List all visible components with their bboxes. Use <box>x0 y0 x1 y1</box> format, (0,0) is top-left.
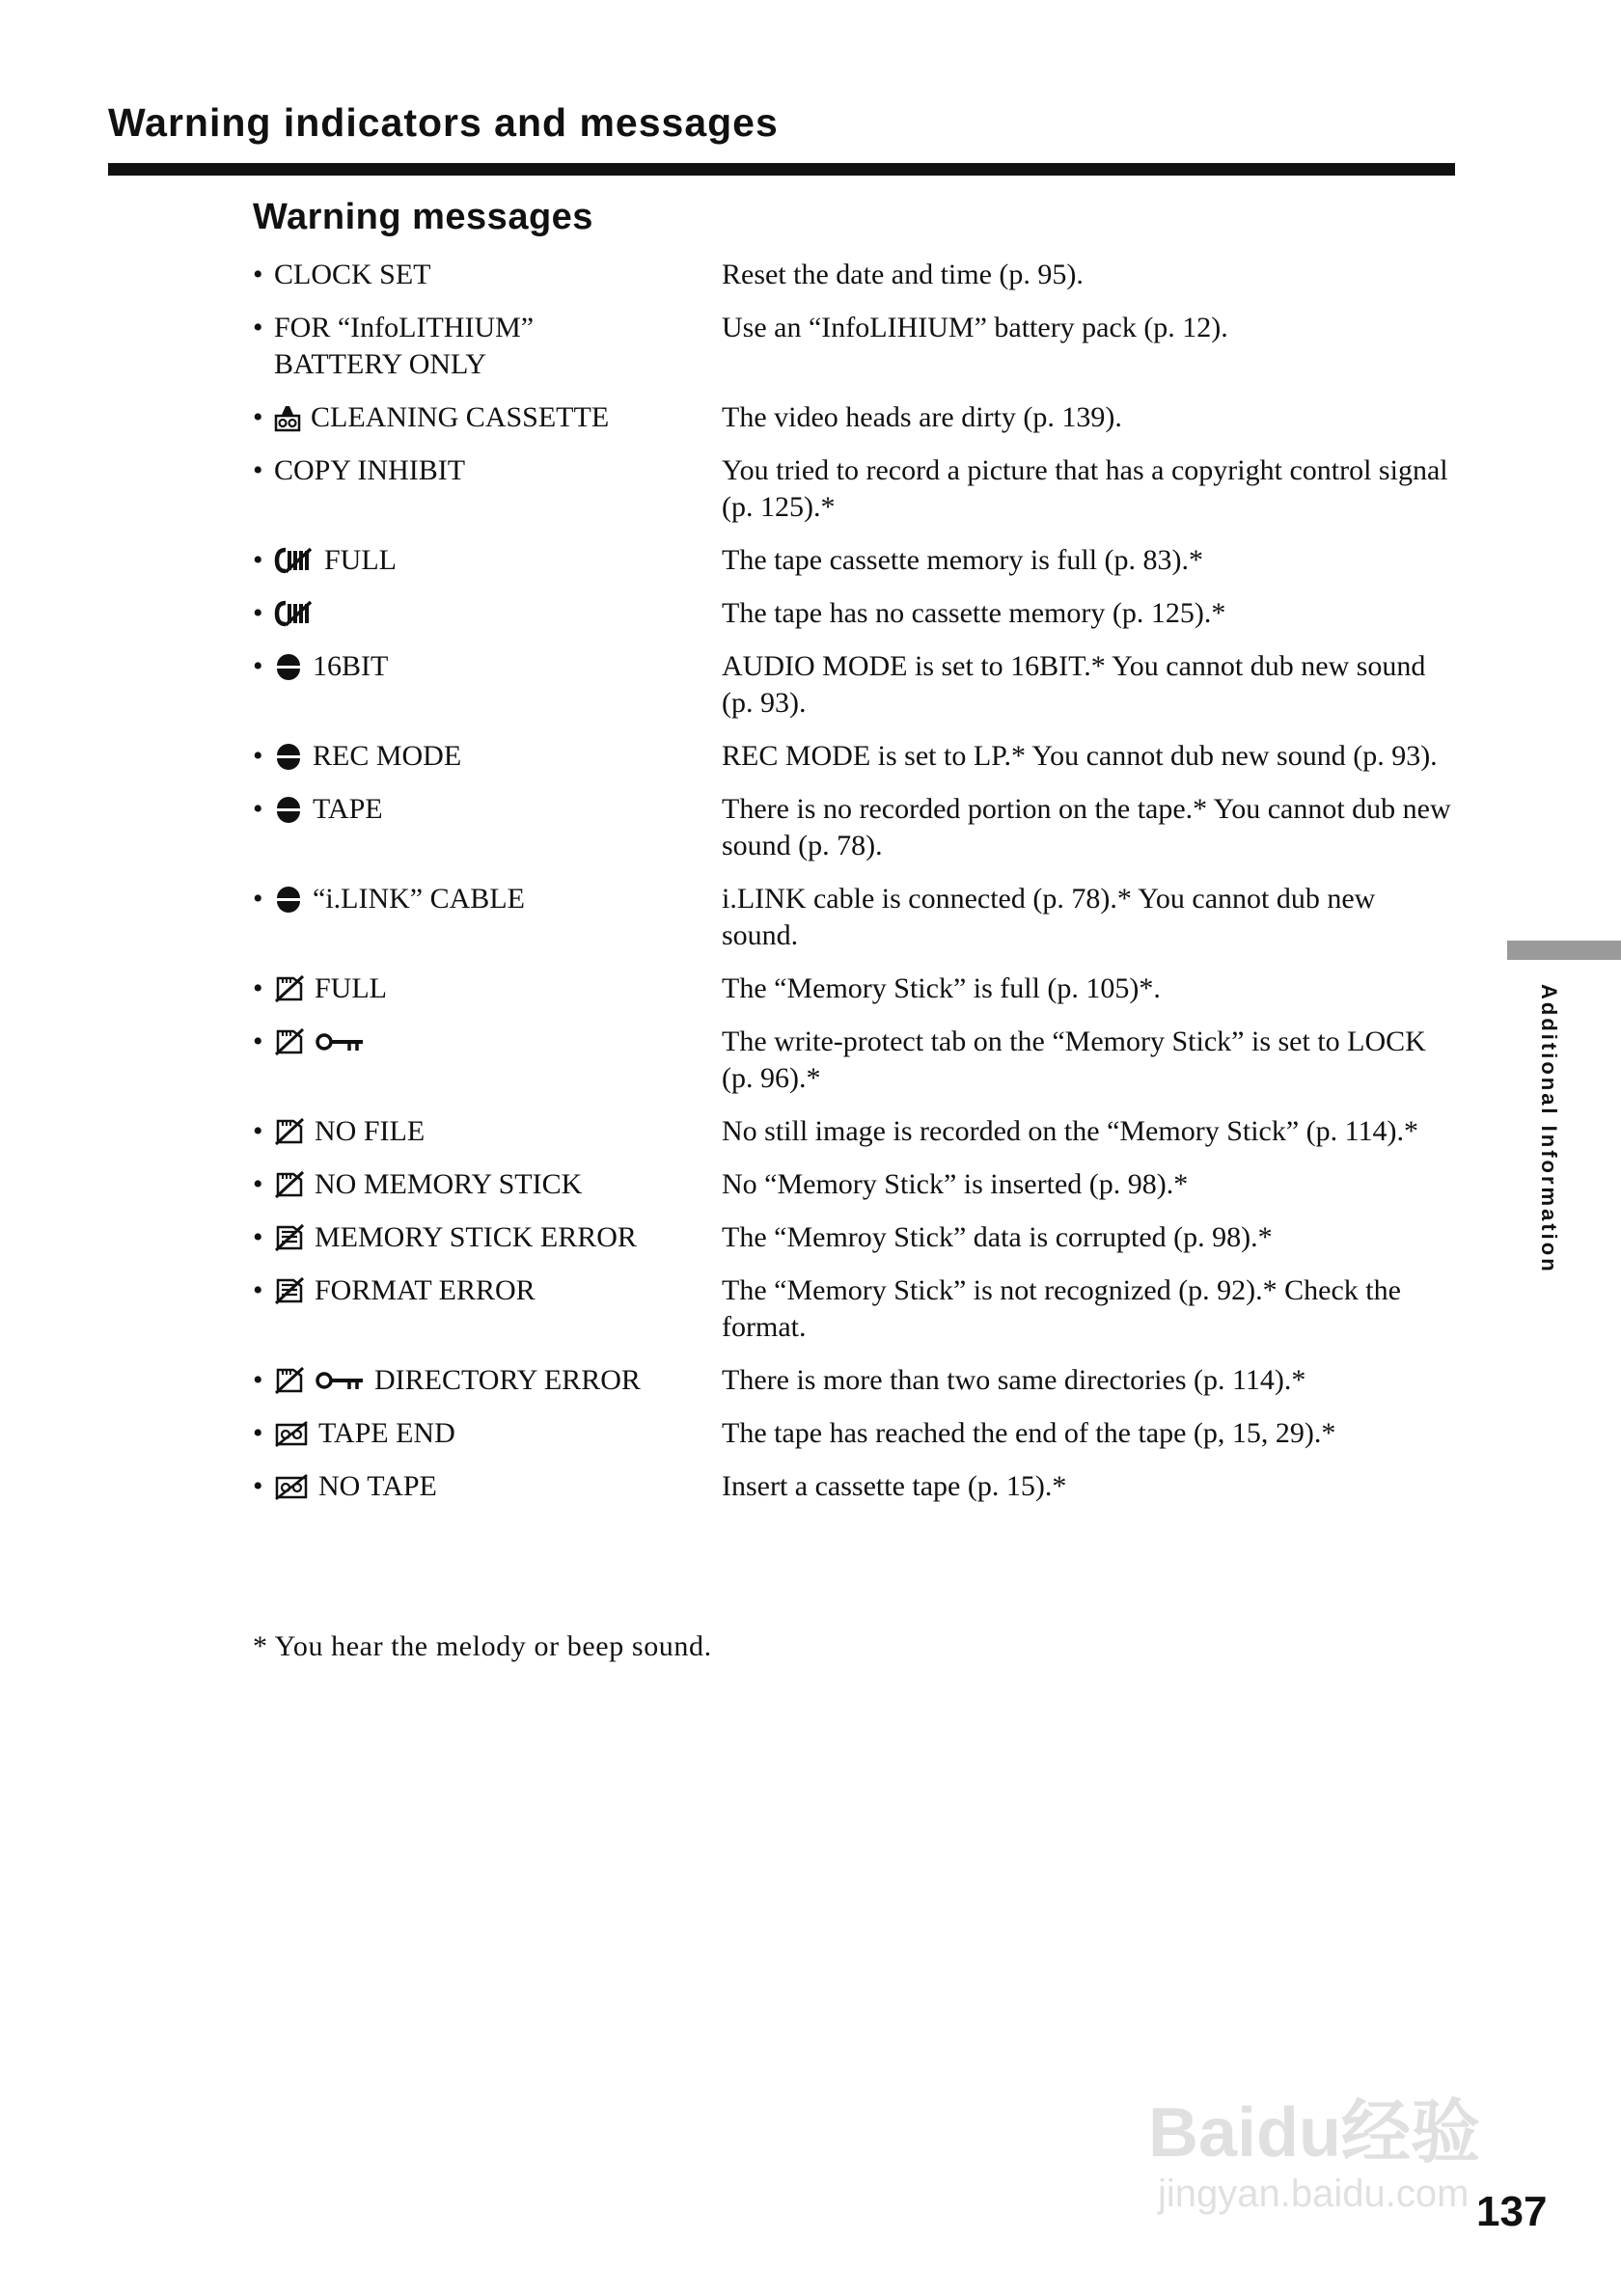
warning-message: The write-protect tab on the “Memory Stick” is set to LOCK (p. 96).* <box>722 1025 1426 1094</box>
warning-row <box>253 791 1459 864</box>
warning-row <box>253 648 1459 722</box>
warning-indicator <box>274 1415 722 1452</box>
watermark-text: Baidu经验 <box>1148 2094 1481 2172</box>
warning-message: REC MODE is set to LP.* You cannot dub new sound (p. 93). <box>722 740 1438 772</box>
warning-indicator-label: NO MEMORY STICK <box>315 1168 583 1200</box>
warning-row <box>253 881 1459 954</box>
cleaning-cassette-icon <box>274 399 301 436</box>
warning-indicator <box>274 648 722 685</box>
bullet: • <box>253 793 263 825</box>
warning-message: You tried to record a picture that has a copyright control signal (p. 125).* <box>722 454 1448 523</box>
warning-row <box>253 542 1459 579</box>
page-title: Warning indicators and messages <box>108 100 779 145</box>
tape-icon <box>274 1415 309 1452</box>
bullet: • <box>253 259 263 290</box>
warning-row <box>253 1362 1459 1399</box>
warning-message: There is no recorded portion on the tape.* You cannot dub new sound (p. 78). <box>722 793 1451 861</box>
warning-row <box>253 1113 1459 1150</box>
audio-dub-icon <box>274 648 303 685</box>
bullet: • <box>253 1025 263 1057</box>
memory-stick-error-icon <box>274 1272 305 1309</box>
warning-indicator-label: NO TAPE <box>318 1470 437 1502</box>
warning-indicator <box>274 1024 722 1060</box>
memory-stick-error-icon <box>274 1219 305 1256</box>
warning-indicator-label: FORMAT ERROR <box>315 1274 536 1306</box>
tape-icon <box>274 1468 309 1505</box>
warning-message: The “Memory Stick” is not recognized (p. 92).* Check the format. <box>722 1274 1401 1343</box>
warning-row <box>253 1272 1459 1346</box>
bullet: • <box>253 1364 263 1396</box>
bullet: • <box>253 740 263 772</box>
bullet: • <box>253 1274 263 1306</box>
watermark <box>1148 2053 1515 2246</box>
warning-message: There is more than two same directories (p. 114).* <box>722 1364 1306 1396</box>
warning-indicator-label: REC MODE <box>313 740 462 772</box>
warning-message: AUDIO MODE is set to 16BIT.* You cannot dub new sound (p. 93). <box>722 650 1426 719</box>
warning-message: Use an “InfoLIHIUM” battery pack (p. 12). <box>722 312 1228 343</box>
warning-indicator <box>274 1468 722 1505</box>
memory-stick-icon <box>274 1362 305 1399</box>
bullet: • <box>253 650 263 682</box>
warning-indicator <box>274 970 722 1007</box>
warning-message: The “Memroy Stick” data is corrupted (p. 98).* <box>722 1221 1273 1253</box>
warning-indicator <box>274 310 722 383</box>
warning-message: The tape has no cassette memory (p. 125).* <box>722 597 1226 629</box>
memory-stick-icon <box>274 1024 305 1060</box>
bullet: • <box>253 312 263 343</box>
warning-indicator-label: MEMORY STICK ERROR <box>315 1221 637 1253</box>
audio-dub-icon <box>274 738 303 775</box>
warning-indicator-label: TAPE END <box>318 1417 455 1449</box>
audio-dub-icon <box>274 881 303 917</box>
warning-indicator <box>274 1113 722 1150</box>
warning-indicator <box>274 791 722 828</box>
side-tab-label: Additional Information <box>1537 984 1561 1274</box>
bullet: • <box>253 1470 263 1502</box>
warning-indicator-label: FULL <box>324 544 397 576</box>
warning-indicator-label: FULL <box>315 972 387 1004</box>
warning-indicator-label: CLOCK SET <box>274 259 431 290</box>
warning-indicator <box>274 257 722 293</box>
bullet: • <box>253 1417 263 1449</box>
warning-row <box>253 738 1459 775</box>
warning-indicator <box>274 1166 722 1203</box>
watermark-url: jingyan.baidu.com <box>1158 2173 1470 2215</box>
warning-row <box>253 970 1459 1007</box>
header-rule <box>108 163 1455 176</box>
warning-indicator <box>274 1272 722 1309</box>
section-title: Warning messages <box>253 197 593 237</box>
warning-row <box>253 595 1459 632</box>
audio-dub-icon <box>274 791 303 828</box>
warning-message: No “Memory Stick” is inserted (p. 98).* <box>722 1168 1189 1200</box>
bullet: • <box>253 401 263 433</box>
memory-stick-icon <box>274 970 305 1007</box>
warning-indicator-label: 16BIT <box>313 650 389 682</box>
warning-row <box>253 257 1459 293</box>
warning-message: The video heads are dirty (p. 139). <box>722 401 1122 433</box>
footnote: * You hear the melody or beep sound. <box>253 1630 712 1662</box>
warning-indicator-label: DIRECTORY ERROR <box>374 1364 641 1396</box>
warning-indicator <box>274 1219 722 1256</box>
warning-indicator-label: “i.LINK” CABLE <box>313 883 525 915</box>
warning-indicator <box>274 881 722 917</box>
bullet: • <box>253 454 263 486</box>
warning-message: The “Memory Stick” is full (p. 105)*. <box>722 972 1161 1004</box>
cassette-memory-icon <box>274 542 315 579</box>
warning-row <box>253 1415 1459 1452</box>
warning-message: Reset the date and time (p. 95). <box>722 259 1084 290</box>
warning-indicator-label: NO FILE <box>315 1115 426 1147</box>
bullet: • <box>253 972 263 1004</box>
bullet: • <box>253 1221 263 1253</box>
warning-list <box>253 257 1459 1521</box>
warning-row <box>253 1166 1459 1203</box>
side-tab-marker <box>1507 941 1621 960</box>
warning-indicator <box>274 738 722 775</box>
warning-message: The tape has reached the end of the tape (p, 15, 29).* <box>722 1417 1336 1449</box>
bullet: • <box>253 883 263 915</box>
memory-stick-icon <box>274 1113 305 1150</box>
lock-key-icon <box>315 1024 365 1060</box>
lock-key-icon <box>315 1362 365 1399</box>
warning-indicator <box>274 452 722 489</box>
warning-row <box>253 1219 1459 1256</box>
cassette-memory-icon <box>274 595 315 632</box>
warning-indicator <box>274 542 722 579</box>
page-number: 137 <box>1476 2188 1548 2235</box>
warning-row <box>253 1468 1459 1505</box>
warning-row <box>253 1024 1459 1097</box>
warning-message: Insert a cassette tape (p. 15).* <box>722 1470 1067 1502</box>
warning-row <box>253 310 1459 383</box>
bullet: • <box>253 544 263 576</box>
warning-message: i.LINK cable is connected (p. 78).* You cannot dub new sound. <box>722 883 1376 951</box>
memory-stick-icon <box>274 1166 305 1203</box>
warning-indicator-label: COPY INHIBIT <box>274 454 466 486</box>
warning-indicator-label: CLEANING CASSETTE <box>311 401 610 433</box>
warning-indicator <box>274 1362 722 1399</box>
warning-message: No still image is recorded on the “Memory Stick” (p. 114).* <box>722 1115 1419 1147</box>
warning-row <box>253 399 1459 436</box>
warning-indicator-label: TAPE <box>313 793 383 825</box>
warning-message: The tape cassette memory is full (p. 83).* <box>722 544 1204 576</box>
bullet: • <box>253 597 263 629</box>
warning-indicator-label: FOR “InfoLITHIUM” BATTERY ONLY <box>274 312 535 380</box>
warning-indicator <box>274 399 722 436</box>
bullet: • <box>253 1168 263 1200</box>
warning-indicator <box>274 595 722 632</box>
warning-row <box>253 452 1459 526</box>
bullet: • <box>253 1115 263 1147</box>
